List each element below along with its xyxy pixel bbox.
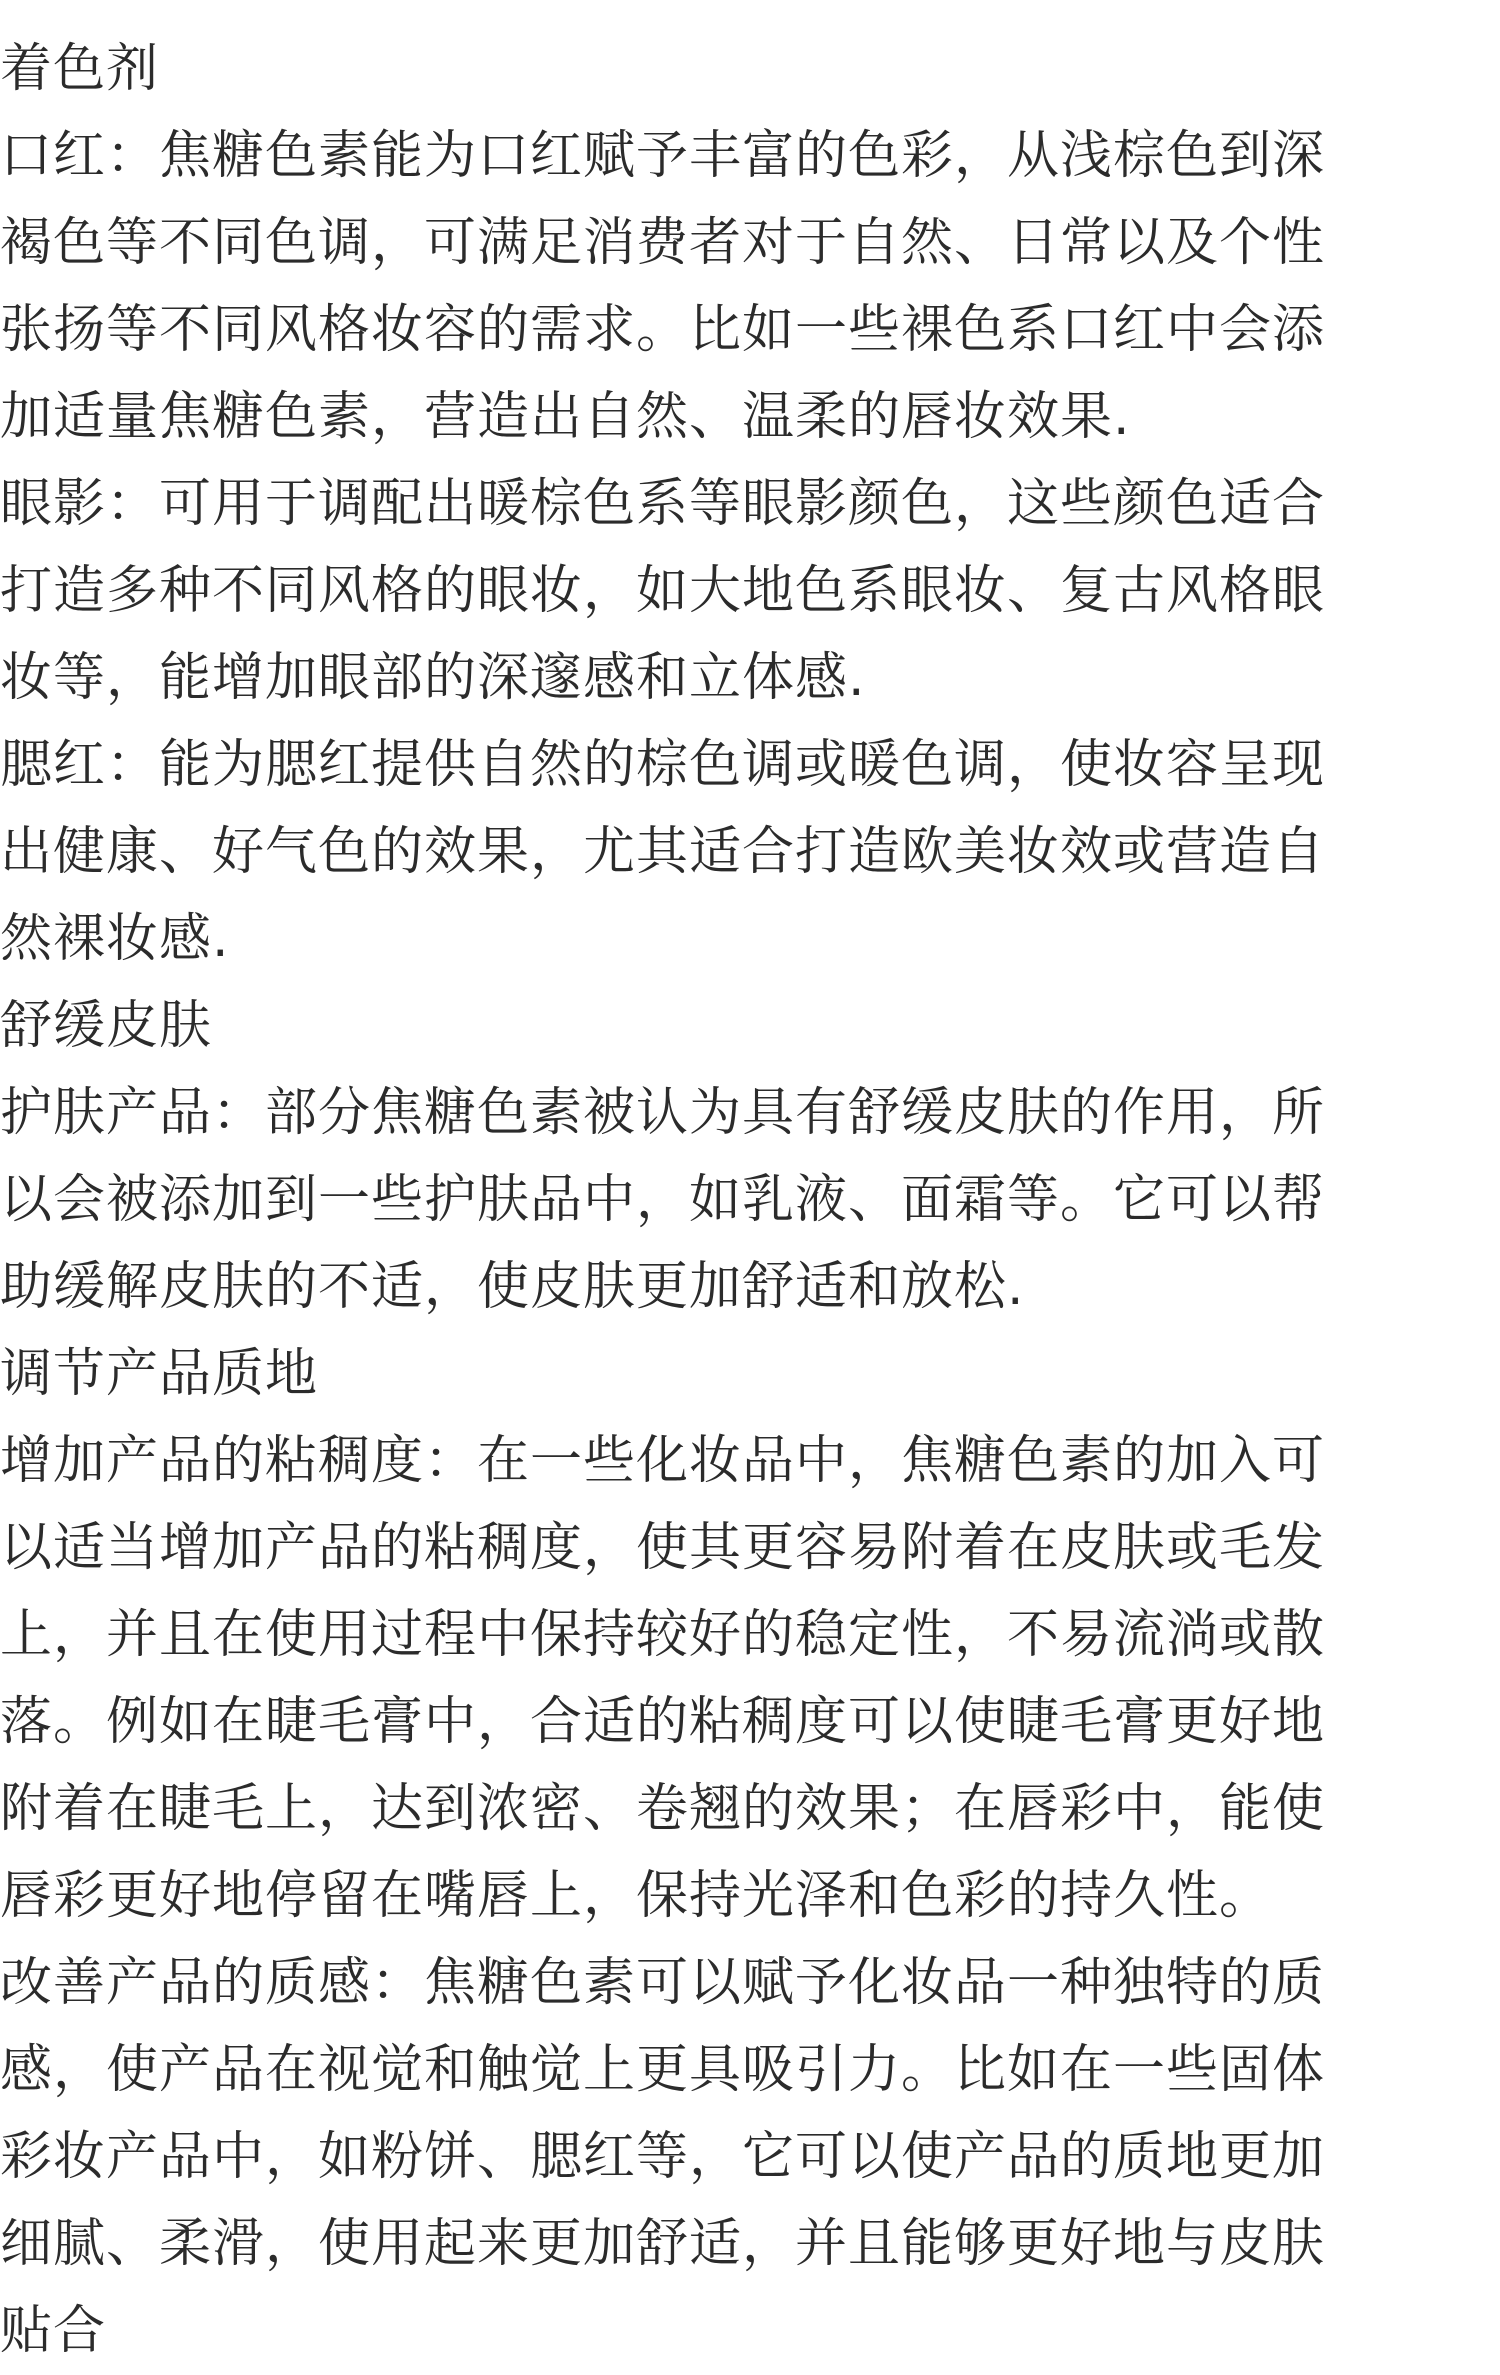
paragraph-line: 眼影：可用于调配出暖棕色系等眼影颜色，这些颜色适合	[0, 474, 1326, 534]
paragraph-line: 加适量焦糖色素，营造出自然、温柔的唇妆效果.	[0, 387, 1131, 447]
paragraph-line-partial: 贴合	[0, 2301, 107, 2361]
paragraph-line: 然裸妆感.	[0, 909, 230, 969]
paragraph-line: 彩妆产品中，如粉饼、腮红等，它可以使产品的质地更加	[0, 2127, 1326, 2187]
paragraph-line: 感，使产品在视觉和触觉上更具吸引力。比如在一些固体	[0, 2040, 1326, 2100]
document-body	[0, 26, 1446, 2375]
paragraph-line: 助缓解皮肤的不适，使皮肤更加舒适和放松.	[0, 1257, 1025, 1317]
paragraph-line: 增加产品的粘稠度：在一些化妆品中，焦糖色素的加入可	[0, 1431, 1326, 1491]
paragraph-line: 唇彩更好地停留在嘴唇上，保持光泽和色彩的持久性。	[0, 1866, 1273, 1926]
paragraph-line: 出健康、好气色的效果，尤其适合打造欧美妆效或营造自	[0, 822, 1326, 882]
paragraph-line: 口红：焦糖色素能为口红赋予丰富的色彩，从浅棕色到深	[0, 126, 1326, 186]
paragraph-line: 上，并且在使用过程中保持较好的稳定性，不易流淌或散	[0, 1605, 1326, 1665]
section-heading-colorant: 着色剂	[0, 39, 160, 99]
paragraph-line: 以适当增加产品的粘稠度，使其更容易附着在皮肤或毛发	[0, 1518, 1326, 1578]
paragraph-line: 褐色等不同色调，可满足消费者对于自然、日常以及个性	[0, 213, 1326, 273]
paragraph-line: 细腻、柔滑，使用起来更加舒适，并且能够更好地与皮肤	[0, 2214, 1326, 2274]
paragraph-line: 张扬等不同风格妆容的需求。比如一些裸色系口红中会添	[0, 300, 1326, 360]
paragraph-line: 改善产品的质感：焦糖色素可以赋予化妆品一种独特的质	[0, 1953, 1326, 2013]
paragraph-line: 妆等，能增加眼部的深邃感和立体感.	[0, 648, 866, 708]
paragraph-line: 附着在睫毛上，达到浓密、卷翘的效果；在唇彩中，能使	[0, 1779, 1326, 1839]
paragraph-line: 腮红：能为腮红提供自然的棕色调或暖色调，使妆容呈现	[0, 735, 1326, 795]
paragraph-line: 打造多种不同风格的眼妆，如大地色系眼妆、复古风格眼	[0, 561, 1326, 621]
paragraph-line: 以会被添加到一些护肤品中，如乳液、面霜等。它可以帮	[0, 1170, 1326, 1230]
paragraph-line: 落。例如在睫毛膏中，合适的粘稠度可以使睫毛膏更好地	[0, 1692, 1326, 1752]
section-heading-soothing: 舒缓皮肤	[0, 996, 213, 1056]
section-heading-texture: 调节产品质地	[0, 1344, 319, 1404]
paragraph-line: 护肤产品：部分焦糖色素被认为具有舒缓皮肤的作用，所	[0, 1083, 1326, 1143]
